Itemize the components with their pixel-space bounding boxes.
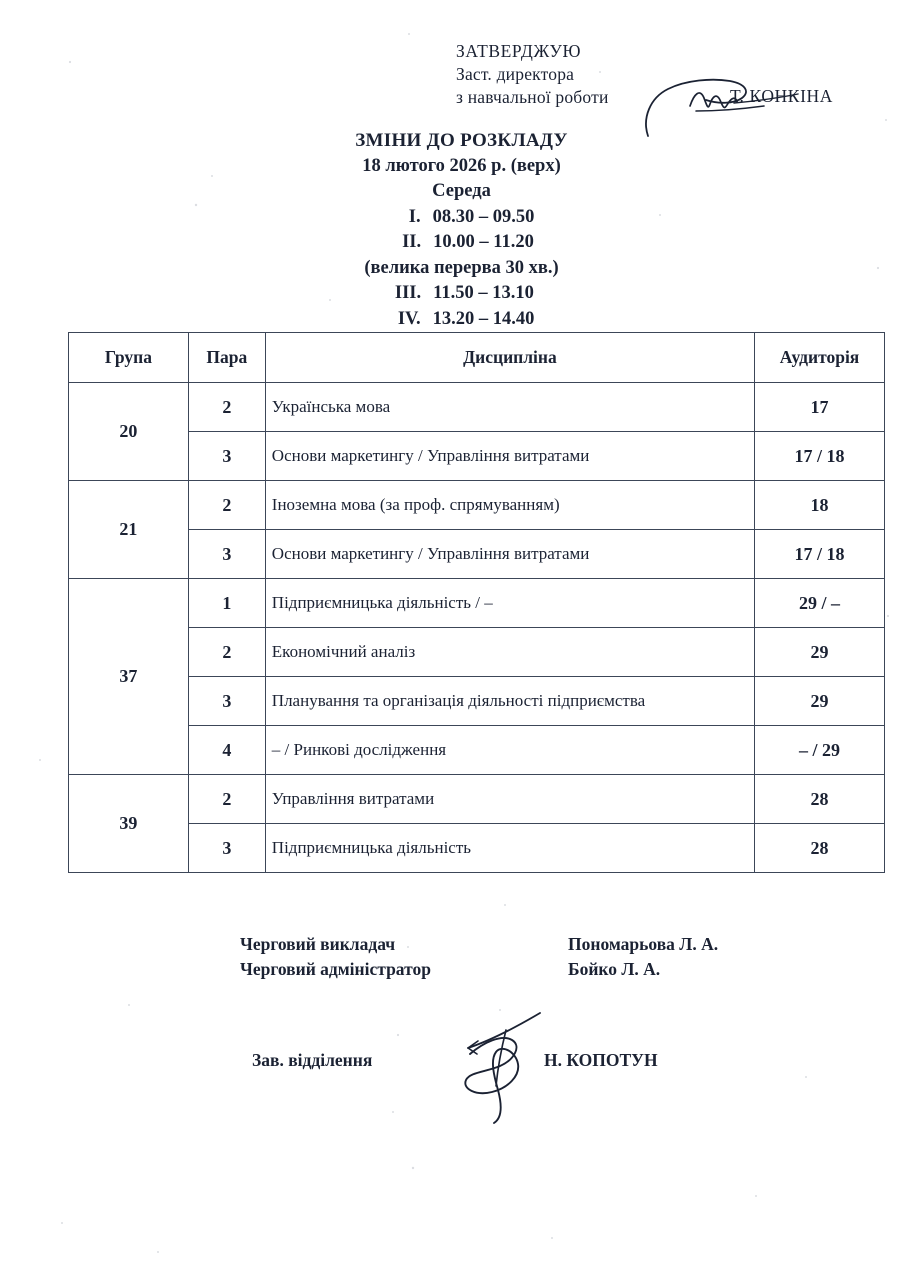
title-block: [0, 128, 923, 332]
pair-number: 1: [188, 579, 265, 628]
column-header-pair: Пара: [188, 333, 265, 383]
pair-number: 3: [188, 432, 265, 481]
duty-staff-block: [240, 932, 718, 982]
table-row: [69, 824, 885, 873]
period-row-2: [0, 230, 923, 256]
pair-number: 4: [188, 726, 265, 775]
period-row-4: [0, 307, 923, 333]
table-row: [69, 628, 885, 677]
approval-line-2: Заст. директора: [456, 64, 575, 84]
room-number: 17 / 18: [755, 530, 885, 579]
approval-line-1: ЗАТВЕРДЖУЮ: [456, 41, 582, 61]
discipline-name: Підприємницька діяльність: [265, 824, 754, 873]
table-row: [69, 579, 885, 628]
room-number: 18: [755, 481, 885, 530]
table-row: [69, 677, 885, 726]
column-header-room: Аудиторія: [755, 333, 885, 383]
discipline-name: Основи маркетингу / Управління витратами: [265, 530, 754, 579]
period-4-time: 13.20 – 14.40: [432, 308, 535, 329]
group-number: 21: [69, 481, 189, 579]
discipline-name: Іноземна мова (за проф. спрямуванням): [265, 481, 754, 530]
group-number: 39: [69, 775, 189, 873]
room-number: 17 / 18: [755, 432, 885, 481]
period-row-3: [0, 281, 923, 307]
table-row: [69, 383, 885, 432]
discipline-name: Управління витратами: [265, 775, 754, 824]
room-number: – / 29: [755, 726, 885, 775]
discipline-name: – / Ринкові дослідження: [265, 726, 754, 775]
duty-teacher-name: Пономарьова Л. А.: [568, 934, 719, 954]
pair-number: 2: [188, 628, 265, 677]
column-header-discipline: Дисципліна: [265, 333, 754, 383]
pair-number: 2: [188, 481, 265, 530]
handwritten-signature-icon: [440, 1010, 550, 1125]
period-1-roman: I.: [408, 206, 421, 227]
duty-teacher-role: Черговий викладач: [240, 934, 396, 954]
department-head-role: Зав. відділення: [252, 1050, 373, 1070]
table-row: [69, 726, 885, 775]
room-number: 29 / –: [755, 579, 885, 628]
discipline-name: Планування та організація діяльності підприємства: [265, 677, 754, 726]
discipline-name: Основи маркетингу / Управління витратами: [265, 432, 754, 481]
schedule-table-body: [69, 383, 885, 873]
page-title: ЗМІНИ ДО РОЗКЛАДУ: [355, 130, 568, 151]
break-note: (велика перерва 30 хв.): [364, 257, 559, 278]
table-row: [69, 432, 885, 481]
department-head-block: [252, 1050, 658, 1071]
discipline-name: Підприємницька діяльність / –: [265, 579, 754, 628]
pair-number: 2: [188, 775, 265, 824]
room-number: 17: [755, 383, 885, 432]
period-1-time: 08.30 – 09.50: [432, 206, 535, 227]
duty-row-teacher: [240, 932, 718, 957]
approval-block: [456, 40, 833, 109]
schedule-weekday: Середа: [432, 181, 491, 201]
period-2-time: 10.00 – 11.20: [433, 232, 534, 252]
period-4-roman: IV.: [397, 308, 421, 329]
discipline-name: Економічний аналіз: [265, 628, 754, 677]
schedule-table: [68, 332, 885, 873]
period-3-roman: III.: [394, 283, 422, 303]
duty-row-administrator: [240, 957, 718, 982]
group-number: 20: [69, 383, 189, 481]
pair-number: 3: [188, 530, 265, 579]
duty-administrator-name: Бойко Л. А.: [568, 959, 661, 979]
duty-administrator-role: Черговий адміністратор: [240, 959, 431, 979]
table-row: [69, 530, 885, 579]
room-number: 28: [755, 775, 885, 824]
period-3-time: 11.50 – 13.10: [433, 283, 534, 303]
room-number: 29: [755, 677, 885, 726]
approval-signer-name: Т. КОНКІНА: [730, 86, 833, 106]
group-number: 37: [69, 579, 189, 775]
pair-number: 3: [188, 677, 265, 726]
period-row-1: [0, 205, 923, 231]
room-number: 28: [755, 824, 885, 873]
table-row: [69, 775, 885, 824]
table-row: [69, 481, 885, 530]
discipline-name: Українська мова: [265, 383, 754, 432]
pair-number: 3: [188, 824, 265, 873]
room-number: 29: [755, 628, 885, 677]
approval-line-3: з навчальної роботи: [456, 87, 609, 107]
department-head-name: Н. КОПОТУН: [544, 1050, 658, 1070]
column-header-group: Група: [69, 333, 189, 383]
period-2-roman: II.: [402, 232, 422, 252]
table-header-row: [69, 333, 885, 383]
schedule-date: 18 лютого 2026 р. (верх): [362, 155, 561, 176]
pair-number: 2: [188, 383, 265, 432]
